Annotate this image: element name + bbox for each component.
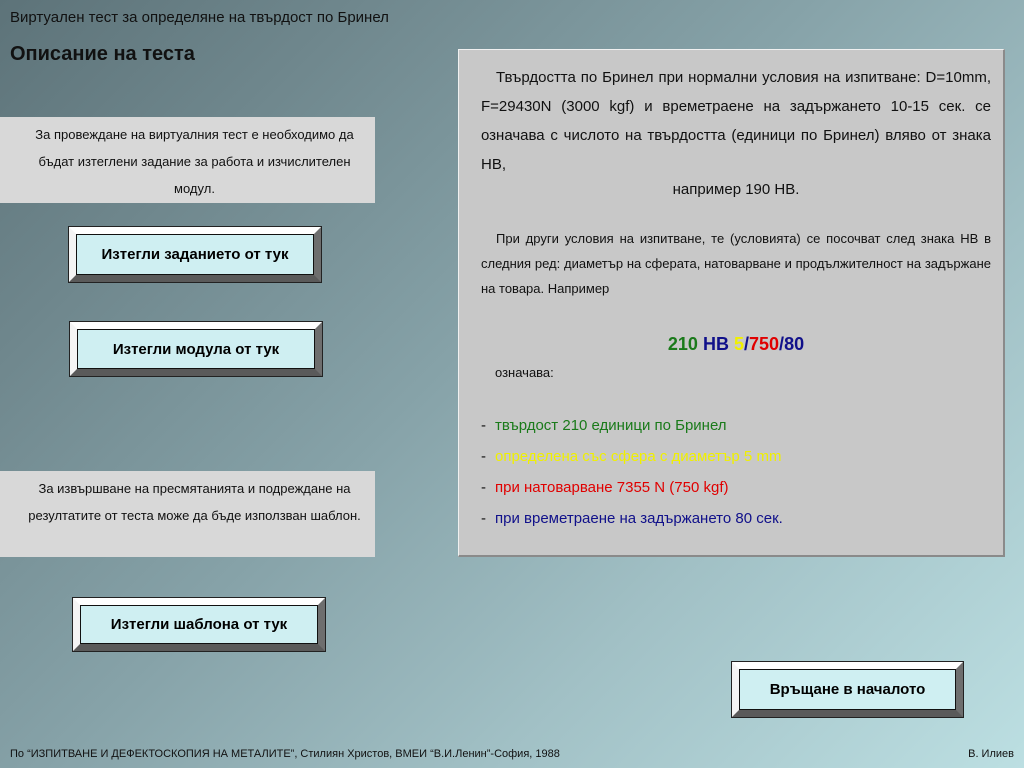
bullet-marker: - xyxy=(481,417,486,434)
download-module-label: Изтегли модула от тук xyxy=(77,329,315,369)
download-template-label: Изтегли шаблона от тук xyxy=(80,605,318,644)
notation-diameter: 5 xyxy=(733,334,744,354)
template-note: За извършване на пресмятанията и подреждане на резултатите от теста може да бъде използван шаблон. xyxy=(0,471,375,557)
bullet-marker: - xyxy=(481,510,486,527)
back-home-label: Връщане в началото xyxy=(739,669,956,710)
list-item xyxy=(481,472,991,503)
brinell-description: Твърдостта по Бринел при нормални условия на изпитване: D=10mm, F=29430N (3000 kgf) и времетраене на задържането 10-15 сек. се означава с числото на твърдостта (единици по Бринел) вляво от знака HB, xyxy=(481,69,991,173)
section-title: Описание на теста xyxy=(10,43,195,65)
task-note: За провеждане на виртуалния тест е необходимо да бъдат изтеглени задание за работа и изчислителен модул. xyxy=(0,117,375,203)
list-item xyxy=(481,410,991,441)
bullet-marker: - xyxy=(481,479,486,496)
footer-author: В. Илиев xyxy=(968,748,1014,760)
bullet-text: определена със сфера с диаметър 5 mm xyxy=(495,448,782,465)
footer-source: По “ИЗПИТВАНЕ И ДЕФЕКТОСКОПИЯ НА МЕТАЛИТЕ”, Стилиян Христов, ВМЕИ “В.И.Ленин”-София, 1988 xyxy=(10,748,560,760)
download-template-button[interactable] xyxy=(73,598,325,651)
download-task-button[interactable] xyxy=(69,227,321,282)
notation-time: 80 xyxy=(784,334,805,354)
notation-symbol: HB xyxy=(702,334,729,354)
brinell-example: например 190 HB. xyxy=(672,181,800,198)
download-module-button[interactable] xyxy=(70,322,322,376)
notation-explanation-list xyxy=(481,410,991,534)
notation-load: 750 xyxy=(749,334,780,354)
notation-separator: / xyxy=(779,334,785,354)
bullet-text: при времетраене на задържането 80 сек. xyxy=(495,510,783,527)
means-label: означава: xyxy=(495,365,554,380)
list-item xyxy=(481,503,991,534)
notation-hardness: 210 xyxy=(667,334,698,354)
notation-separator: / xyxy=(743,334,749,354)
download-task-label: Изтегли заданието от тук xyxy=(76,234,314,275)
info-panel xyxy=(458,49,1005,557)
bullet-marker: - xyxy=(481,448,486,465)
other-conditions-text: При други условия на изпитване, те (условията) се посочват след знака HB в следния ред: диаметър на сферата, натоварване и продължителност на задържане на товара. Например xyxy=(481,231,991,296)
bullet-text: твърдост 210 единици по Бринел xyxy=(495,417,727,434)
window-title: Виртуален тест за определяне на твърдост по Бринел xyxy=(10,9,389,26)
bullet-text: при натоварване 7355 N (750 kgf) xyxy=(495,479,729,496)
back-home-button[interactable] xyxy=(732,662,963,717)
list-item xyxy=(481,441,991,472)
hb-notation xyxy=(481,334,991,355)
